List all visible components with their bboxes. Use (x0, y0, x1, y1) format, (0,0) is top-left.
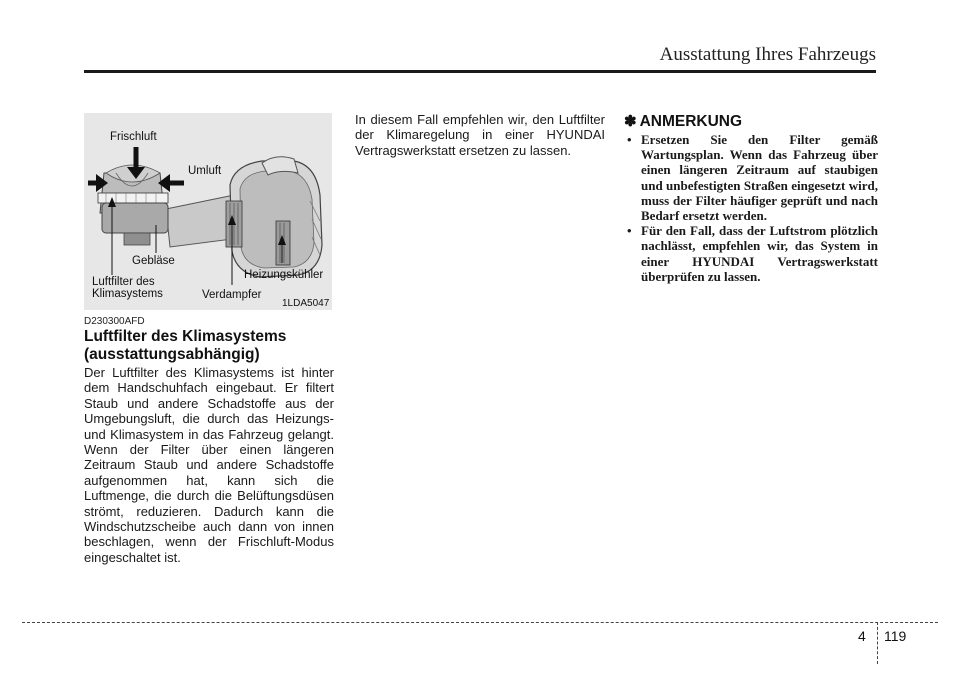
label-fresh-air: Frischluft (110, 131, 157, 143)
page-chapter: 4 (858, 628, 866, 644)
label-evaporator: Verdampfer (202, 289, 262, 301)
page-number: 119 (884, 628, 907, 644)
list-item: • Für den Fall, dass der Luftstrom plötzlich nachlässt, empfehlen wir, das System in einer HYUNDAI Vertragswerkstatt überprüfen zu lassen. (627, 223, 878, 284)
footer-rule (22, 622, 938, 623)
section-body: Der Luftfilter des Klimasystems ist hinter dem Handschuhfach eingebaut. Er filtert Staub und andere Schadstoffe aus der Umgebungsluft, die durch das Heizungs- und Klimasystem in das Fahrzeug gelangt. Wenn der Filter über einen längeren Zeitraum Staub und andere Schadstoffe aufgenommen hat, kann sich die Luftmenge, die durch die Belüftungsdüsen strömt, reduzieren. Dadurch kann die Windschutzscheibe auch dann von innen beschlagen, wenn der Frischluft-Modus eingeschaltet ist. (84, 365, 334, 565)
section-continuation: In diesem Fall empfehlen wir, den Luftfilter der Klimaregelung in einer HYUNDAI Vertragswerkstatt ersetzen zu lassen. (355, 112, 605, 158)
note-title (624, 112, 742, 131)
bullet-icon: • (627, 223, 632, 239)
section-heading: Luftfilter des Klimasystems (ausstattungsabhängig) (84, 328, 287, 363)
note-star-icon: ✽ (624, 113, 637, 130)
label-blower: Gebläse (132, 255, 175, 267)
hvac-diagram (84, 113, 332, 310)
label-heater-core: Heizungskühler (244, 269, 324, 281)
note-list (624, 132, 878, 284)
figure-code: 1LDA5047 (282, 298, 330, 309)
list-item: • Ersetzen Sie den Filter gemäß Wartungsplan. Wenn das Fahrzeug über einen längeren Zeitraum auf staubigen und unbefestigten Straßen eingesetzt wird, muss der Filter häufiger geprüft und nach Bedarf ersetzt werden. (627, 132, 878, 224)
footer-divider (877, 622, 878, 664)
section-code: D230300AFD (84, 316, 145, 327)
header-title: Ausstattung Ihres Fahrzeugs (659, 44, 876, 65)
label-filter: Luftfilter des Klimasystems (92, 276, 163, 300)
bullet-icon: • (627, 132, 632, 147)
note-title-text: ANMERKUNG (639, 113, 743, 130)
header-rule (84, 70, 876, 73)
label-recirculation: Umluft (188, 165, 222, 177)
